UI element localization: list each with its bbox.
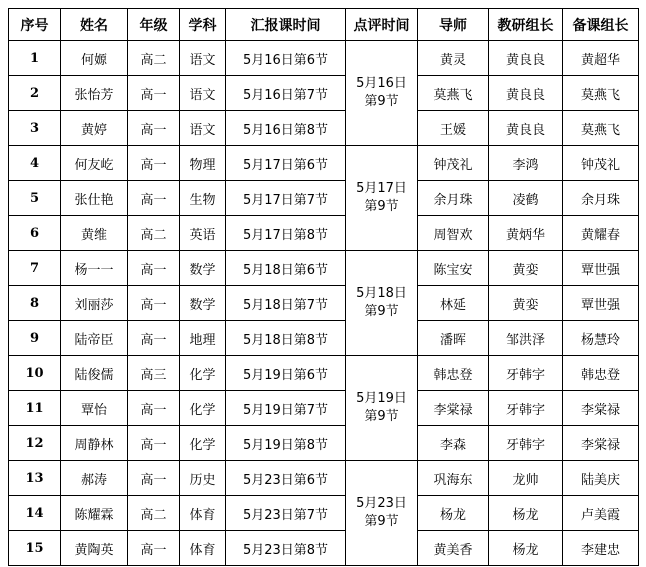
- table-row: [9, 426, 639, 461]
- name-cell: 黄陶英: [61, 531, 128, 566]
- seq-cell: 5: [9, 181, 61, 216]
- mentor-cell: 王媛: [418, 111, 489, 146]
- research-leader-cell: 牙韩字: [489, 356, 563, 391]
- subject-cell: 化学: [180, 356, 226, 391]
- header-cell-subject: 学科: [180, 9, 226, 41]
- subject-cell: 英语: [180, 216, 226, 251]
- report-time-cell: 5月23日第8节: [226, 531, 346, 566]
- grade-cell: 高三: [128, 356, 180, 391]
- name-cell: 杨一一: [61, 251, 128, 286]
- table-row: [9, 321, 639, 356]
- grade-cell: 高一: [128, 321, 180, 356]
- report-time-cell: 5月19日第8节: [226, 426, 346, 461]
- prep-leader-cell: 李棠禄: [563, 391, 639, 426]
- header-cell-review-time: 点评时间: [346, 9, 418, 41]
- review-time-cell: [346, 41, 418, 146]
- name-cell: 覃怡: [61, 391, 128, 426]
- review-period: 第9节: [364, 199, 399, 214]
- review-date: 5月17日: [356, 181, 407, 196]
- prep-leader-cell: 余月珠: [563, 181, 639, 216]
- name-cell: 陆俊儒: [61, 356, 128, 391]
- seq-cell: 7: [9, 251, 61, 286]
- seq-cell: 13: [9, 461, 61, 496]
- prep-leader-cell: 黄耀春: [563, 216, 639, 251]
- grade-cell: 高一: [128, 391, 180, 426]
- grade-cell: 高一: [128, 286, 180, 321]
- table-row: [9, 41, 639, 76]
- prep-leader-cell: 杨慧玲: [563, 321, 639, 356]
- table-row: [9, 216, 639, 251]
- research-leader-cell: 黄良良: [489, 41, 563, 76]
- prep-leader-cell: 卢美霞: [563, 496, 639, 531]
- seq-cell: 14: [9, 496, 61, 531]
- research-leader-cell: 杨龙: [489, 531, 563, 566]
- name-cell: 黄婷: [61, 111, 128, 146]
- seq-cell: 4: [9, 146, 61, 181]
- review-date: 5月18日: [356, 286, 407, 301]
- name-cell: 张怡芳: [61, 76, 128, 111]
- mentor-cell: 潘晖: [418, 321, 489, 356]
- name-cell: 张仕艳: [61, 181, 128, 216]
- report-time-cell: 5月19日第7节: [226, 391, 346, 426]
- review-period: 第9节: [364, 409, 399, 424]
- table-row: [9, 181, 639, 216]
- header-cell-seq: 序号: [9, 9, 61, 41]
- table-row: [9, 496, 639, 531]
- table-row: [9, 531, 639, 566]
- name-cell: 刘丽莎: [61, 286, 128, 321]
- seq-cell: 8: [9, 286, 61, 321]
- report-time-cell: 5月18日第7节: [226, 286, 346, 321]
- review-period: 第9节: [364, 94, 399, 109]
- seq-cell: 15: [9, 531, 61, 566]
- grade-cell: 高一: [128, 76, 180, 111]
- report-time-cell: 5月18日第8节: [226, 321, 346, 356]
- grade-cell: 高一: [128, 146, 180, 181]
- mentor-cell: 陈宝安: [418, 251, 489, 286]
- subject-cell: 语文: [180, 76, 226, 111]
- prep-leader-cell: 韩忠登: [563, 356, 639, 391]
- seq-cell: 3: [9, 111, 61, 146]
- report-time-cell: 5月16日第8节: [226, 111, 346, 146]
- schedule-table: [8, 8, 639, 566]
- seq-cell: 12: [9, 426, 61, 461]
- mentor-cell: 余月珠: [418, 181, 489, 216]
- subject-cell: 历史: [180, 461, 226, 496]
- header-cell-prep-leader: 备课组长: [563, 9, 639, 41]
- prep-leader-cell: 陆美庆: [563, 461, 639, 496]
- header-cell-mentor: 导师: [418, 9, 489, 41]
- report-time-cell: 5月17日第8节: [226, 216, 346, 251]
- report-time-cell: 5月17日第6节: [226, 146, 346, 181]
- table-row: [9, 111, 639, 146]
- prep-leader-cell: 莫燕飞: [563, 76, 639, 111]
- mentor-cell: 莫燕飞: [418, 76, 489, 111]
- prep-leader-cell: 李棠禄: [563, 426, 639, 461]
- name-cell: 黄维: [61, 216, 128, 251]
- prep-leader-cell: 钟茂礼: [563, 146, 639, 181]
- prep-leader-cell: 黄超华: [563, 41, 639, 76]
- review-date: 5月16日: [356, 76, 407, 91]
- seq-cell: 2: [9, 76, 61, 111]
- subject-cell: 语文: [180, 41, 226, 76]
- subject-cell: 体育: [180, 531, 226, 566]
- research-leader-cell: 黄炳华: [489, 216, 563, 251]
- research-leader-cell: 牙韩字: [489, 426, 563, 461]
- header-cell-report-time: 汇报课时间: [226, 9, 346, 41]
- prep-leader-cell: 覃世强: [563, 286, 639, 321]
- review-date: 5月19日: [356, 391, 407, 406]
- review-time-cell: [346, 356, 418, 461]
- review-period: 第9节: [364, 304, 399, 319]
- name-cell: 何嫄: [61, 41, 128, 76]
- review-time-cell: [346, 461, 418, 566]
- table-body: [9, 41, 639, 566]
- research-leader-cell: 黄良良: [489, 111, 563, 146]
- review-period: 第9节: [364, 514, 399, 529]
- report-time-cell: 5月23日第7节: [226, 496, 346, 531]
- research-leader-cell: 黄娈: [489, 286, 563, 321]
- review-date: 5月23日: [356, 496, 407, 511]
- header-row: [9, 9, 639, 41]
- report-time-cell: 5月16日第7节: [226, 76, 346, 111]
- subject-cell: 物理: [180, 146, 226, 181]
- table-row: [9, 391, 639, 426]
- grade-cell: 高一: [128, 426, 180, 461]
- research-leader-cell: 黄良良: [489, 76, 563, 111]
- table-row: [9, 286, 639, 321]
- name-cell: 陆帝臣: [61, 321, 128, 356]
- mentor-cell: 钟茂礼: [418, 146, 489, 181]
- table-row: [9, 146, 639, 181]
- grade-cell: 高一: [128, 251, 180, 286]
- grade-cell: 高二: [128, 216, 180, 251]
- grade-cell: 高一: [128, 461, 180, 496]
- mentor-cell: 黄美香: [418, 531, 489, 566]
- table-row: [9, 76, 639, 111]
- mentor-cell: 李棠禄: [418, 391, 489, 426]
- mentor-cell: 周智欢: [418, 216, 489, 251]
- review-time-cell: [346, 251, 418, 356]
- subject-cell: 生物: [180, 181, 226, 216]
- research-leader-cell: 凌鹤: [489, 181, 563, 216]
- mentor-cell: 黄灵: [418, 41, 489, 76]
- prep-leader-cell: 覃世强: [563, 251, 639, 286]
- research-leader-cell: 龙帅: [489, 461, 563, 496]
- seq-cell: 1: [9, 41, 61, 76]
- subject-cell: 体育: [180, 496, 226, 531]
- mentor-cell: 杨龙: [418, 496, 489, 531]
- subject-cell: 化学: [180, 426, 226, 461]
- mentor-cell: 林延: [418, 286, 489, 321]
- grade-cell: 高二: [128, 41, 180, 76]
- prep-leader-cell: 莫燕飞: [563, 111, 639, 146]
- review-time-cell: [346, 146, 418, 251]
- name-cell: 郝涛: [61, 461, 128, 496]
- header-cell-name: 姓名: [61, 9, 128, 41]
- grade-cell: 高一: [128, 181, 180, 216]
- header-cell-research-leader: 教研组长: [489, 9, 563, 41]
- subject-cell: 数学: [180, 251, 226, 286]
- grade-cell: 高一: [128, 531, 180, 566]
- seq-cell: 6: [9, 216, 61, 251]
- seq-cell: 11: [9, 391, 61, 426]
- table-row: [9, 356, 639, 391]
- mentor-cell: 韩忠登: [418, 356, 489, 391]
- subject-cell: 数学: [180, 286, 226, 321]
- research-leader-cell: 邹洪泽: [489, 321, 563, 356]
- mentor-cell: 李森: [418, 426, 489, 461]
- report-time-cell: 5月16日第6节: [226, 41, 346, 76]
- research-leader-cell: 牙韩字: [489, 391, 563, 426]
- header-cell-grade: 年级: [128, 9, 180, 41]
- table-row: [9, 461, 639, 496]
- subject-cell: 地理: [180, 321, 226, 356]
- seq-cell: 10: [9, 356, 61, 391]
- name-cell: 周静林: [61, 426, 128, 461]
- report-time-cell: 5月17日第7节: [226, 181, 346, 216]
- research-leader-cell: 李鸿: [489, 146, 563, 181]
- seq-cell: 9: [9, 321, 61, 356]
- research-leader-cell: 黄娈: [489, 251, 563, 286]
- mentor-cell: 巩海东: [418, 461, 489, 496]
- prep-leader-cell: 李建忠: [563, 531, 639, 566]
- grade-cell: 高一: [128, 111, 180, 146]
- report-time-cell: 5月23日第6节: [226, 461, 346, 496]
- report-time-cell: 5月18日第6节: [226, 251, 346, 286]
- subject-cell: 语文: [180, 111, 226, 146]
- name-cell: 何友屹: [61, 146, 128, 181]
- research-leader-cell: 杨龙: [489, 496, 563, 531]
- report-time-cell: 5月19日第6节: [226, 356, 346, 391]
- name-cell: 陈耀霖: [61, 496, 128, 531]
- grade-cell: 高二: [128, 496, 180, 531]
- table-row: [9, 251, 639, 286]
- subject-cell: 化学: [180, 391, 226, 426]
